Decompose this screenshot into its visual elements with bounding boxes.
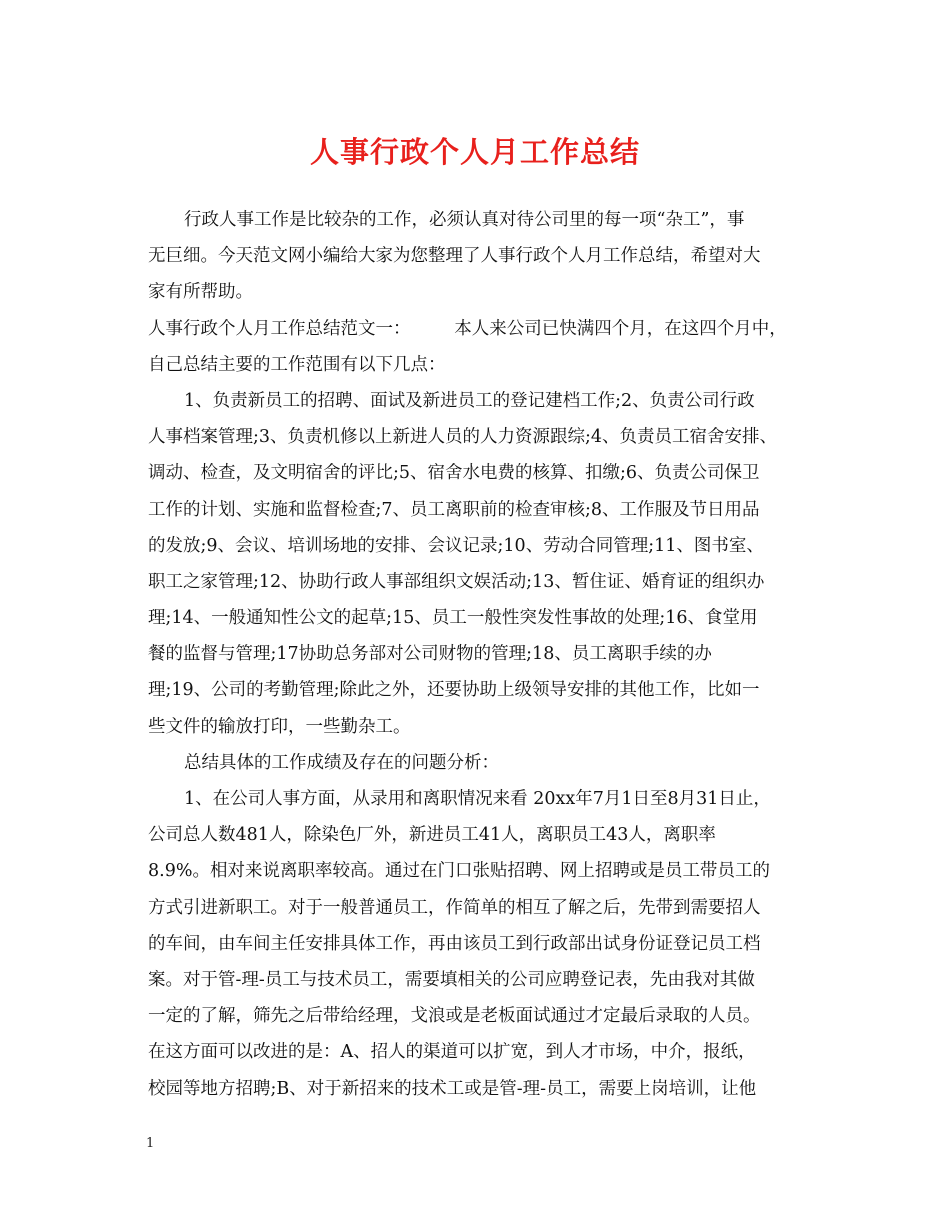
text-line: 的车间，由车间主任安排具体工作，再由该员工到行政部出试身份证登记员工档 [148,933,761,954]
text-line: 无巨细。今天范文网小编给大家为您整理了人事行政个人月工作总结，希望对大 [148,246,761,267]
text-line: 些文件的输放打印，一些勤杂工。 [148,716,411,737]
text-line: 调动、检查，及文明宿舍的评比;5、宿舍水电费的核算、扣缴;6、负责公司保卫 [148,463,760,484]
page-number: 1 [146,1136,155,1151]
text-line: 1、在公司人事方面，从录用和离职情况来看 20xx年7月1日至8月31日止， [184,789,771,809]
text-line: 家有所帮助。 [148,282,253,303]
text-line: 在这方面可以改进的是：A、招人的渠道可以扩宽，到人才市场，中介，报纸， [148,1042,756,1063]
text-line: 人事档案管理;3、负责机修以上新进人员的人力资源跟综;4、负责员工宿舍安排、 [148,427,778,448]
text-line: 校园等地方招聘;B、对于新招来的技术工或是管-理-员工，需要上岗培训，让他 [148,1078,757,1099]
text-line: 8.9%。相对来说离职率较高。通过在门口张贴招聘、网上招聘或是员工带员工的 [148,861,770,882]
text-line: 1、负责新员工的招聘、面试及新进员工的登记建档工作;2、负责公司行政 [184,390,755,411]
text-line: 餐的监督与管理;17协助总务部对公司财物的管理;18、员工离职手续的办 [148,644,712,665]
text-line: 总结具体的工作成绩及存在的问题分析： [184,752,499,773]
text-line: 公司总人数481人，除染色厂外，新进员工41人，离职员工43人，离职率 [148,825,716,846]
text-line: 方式引进新职工。对于一般普通员工，作简单的相互了解之后，先带到需要招人 [148,897,761,918]
text-line: 案。对于管-理-员工与技术员工，需要填相关的公司应聘登记表，先由我对其做 [148,969,755,990]
text-line: 职工之家管理;12、协助行政人事部组织文娱活动;13、暂住证、婚育证的组织办 [148,571,765,592]
text-line: 工作的计划、实施和监督检查;7、员工离职前的检查审核;8、工作服及节日用品 [148,499,760,520]
text-line: 理;19、公司的考勤管理;除此之外，还要协助上级领导安排的其他工作，比如一 [148,680,760,701]
text-line: 人事行政个人月工作总结范文一： 本人来公司已快满四个月，在这四个月中， [148,318,787,339]
text-line: 一定的了解，筛先之后带给经理，戈浪或是老板面试通过才定最后录取的人员。 [148,1006,761,1027]
text-line: 的发放;9、会议、培训场地的安排、会议记录;10、劳动合同管理;11、图书室、 [148,535,764,556]
text-line: 行政人事工作是比较杂的工作，必须认真对待公司里的每一项“杂工”，事 [184,210,745,230]
text-line: 理;14、一般通知性公文的起草;15、员工一般性突发性事故的处理;16、食堂用 [148,608,758,629]
document-title: 人事行政个人月工作总结 [309,135,640,169]
document-body [148,202,808,1107]
text-line: 自己总结主要的工作范围有以下几点： [148,354,446,375]
